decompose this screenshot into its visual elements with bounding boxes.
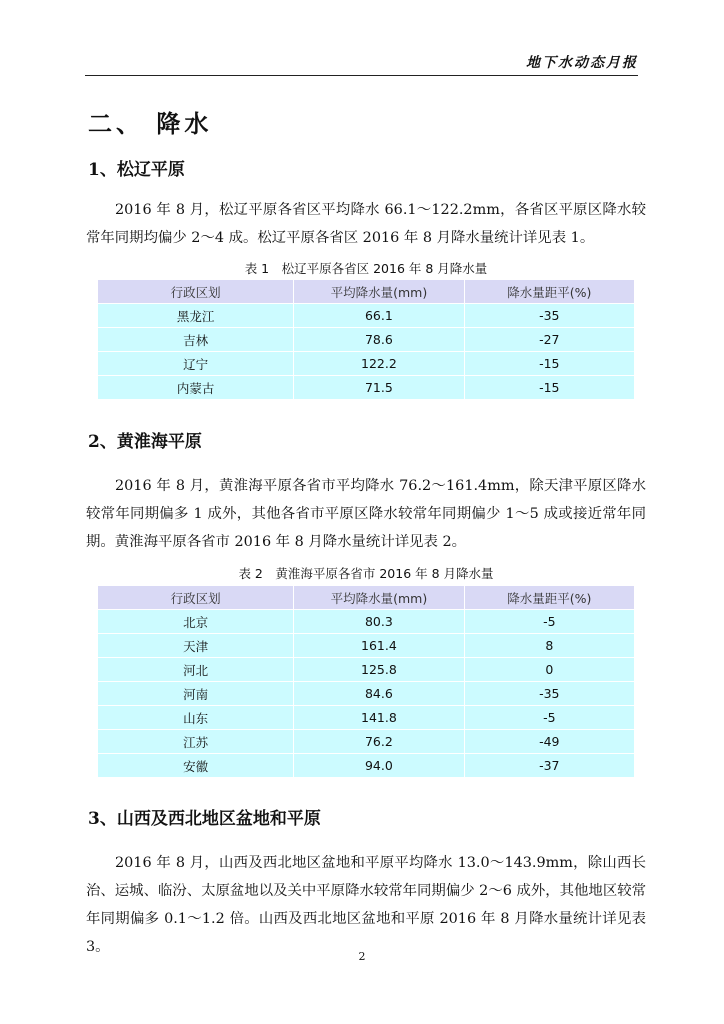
table-cell: -5 [464,706,634,730]
table-cell: -27 [464,328,634,352]
table-cell: 江苏 [98,730,294,754]
table-cell: 0 [464,658,634,682]
header-cell: 平均降水量(mm) [294,586,464,610]
table-row [98,706,634,730]
table-row [98,352,634,376]
header-cell: 降水量距平(%) [464,280,634,304]
subsection-3-paragraph: 2016 年 8 月，山西及西北地区盆地和平原平均降水 13.0～143.9mm，除山西长治、运城、临汾、太原盆地以及关中平原降水较常年同期偏少 2～6 成外，其他地区较常年同期偏多 0.1～1.2 倍。山西及西北地区盆地和平原 2016 年 8 月降水量统计详见表 3。 [86,855,646,955]
table-cell: -15 [464,352,634,376]
table-1 [98,280,634,400]
header-cell: 平均降水量(mm) [294,280,464,304]
table-cell: -5 [464,610,634,634]
table-2 [98,586,634,778]
subsection-2-paragraph: 2016 年 8 月，黄淮海平原各省市平均降水 76.2～161.4mm，除天津平原区降水较常年同期偏多 1 成外，其他各省市平原区降水较常年同期偏少 1～5 成或接近常年同期。黄淮海平原各省市 2016 年 8 月降水量统计详见表 2。 [86,478,646,550]
subsection-1-heading: 1、松辽平原 [88,160,185,180]
table-cell: 84.6 [294,682,464,706]
table-row [98,304,634,328]
table-cell: 78.6 [294,328,464,352]
header-cell: 降水量距平(%) [464,586,634,610]
table-row [98,376,634,400]
report-title: 地下水动态月报 [526,55,638,71]
table-row [98,658,634,682]
table-row [98,754,634,778]
table-row [98,682,634,706]
header-cell: 行政区划 [98,280,294,304]
table-cell: 122.2 [294,352,464,376]
table-cell: 8 [464,634,634,658]
table-row [98,634,634,658]
table-2-caption: 表 2 黄淮海平原各省市 2016 年 8 月降水量 [238,566,494,581]
table-row [98,328,634,352]
table-cell: 80.3 [294,610,464,634]
header-cell: 行政区划 [98,586,294,610]
table-cell: 内蒙古 [98,376,294,400]
subsection-2-heading: 2、黄淮海平原 [88,432,202,452]
table-row [98,730,634,754]
table-cell: 黑龙江 [98,304,294,328]
table-header-row [98,280,634,304]
subsection-1-paragraph: 2016 年 8 月，松辽平原各省区平均降水 66.1～122.2mm，各省区平原区降水较常年同期均偏少 2～4 成。松辽平原各省区 2016 年 8 月降水量统计详见表 1。 [86,202,646,246]
table-header-row [98,586,634,610]
table-cell: 141.8 [294,706,464,730]
table-cell: 天津 [98,634,294,658]
table-cell: 吉林 [98,328,294,352]
table-cell: 94.0 [294,754,464,778]
table-cell: 河北 [98,658,294,682]
table-cell: -35 [464,304,634,328]
table-cell: 161.4 [294,634,464,658]
table-cell: 76.2 [294,730,464,754]
table-cell: 125.8 [294,658,464,682]
table-cell: -35 [464,682,634,706]
table-cell: 71.5 [294,376,464,400]
table-cell: 安徽 [98,754,294,778]
table-1-caption: 表 1 松辽平原各省区 2016 年 8 月降水量 [244,261,488,276]
page-number: 2 [358,950,366,963]
header-rule [85,75,638,76]
table-cell: 66.1 [294,304,464,328]
table-cell: -49 [464,730,634,754]
table-cell: -15 [464,376,634,400]
subsection-3-heading: 3、山西及西北地区盆地和平原 [88,809,321,829]
table-cell: -37 [464,754,634,778]
section-title: 二、 降水 [88,109,213,138]
table-cell: 辽宁 [98,352,294,376]
table-cell: 河南 [98,682,294,706]
table-cell: 山东 [98,706,294,730]
table-cell: 北京 [98,610,294,634]
table-row [98,610,634,634]
